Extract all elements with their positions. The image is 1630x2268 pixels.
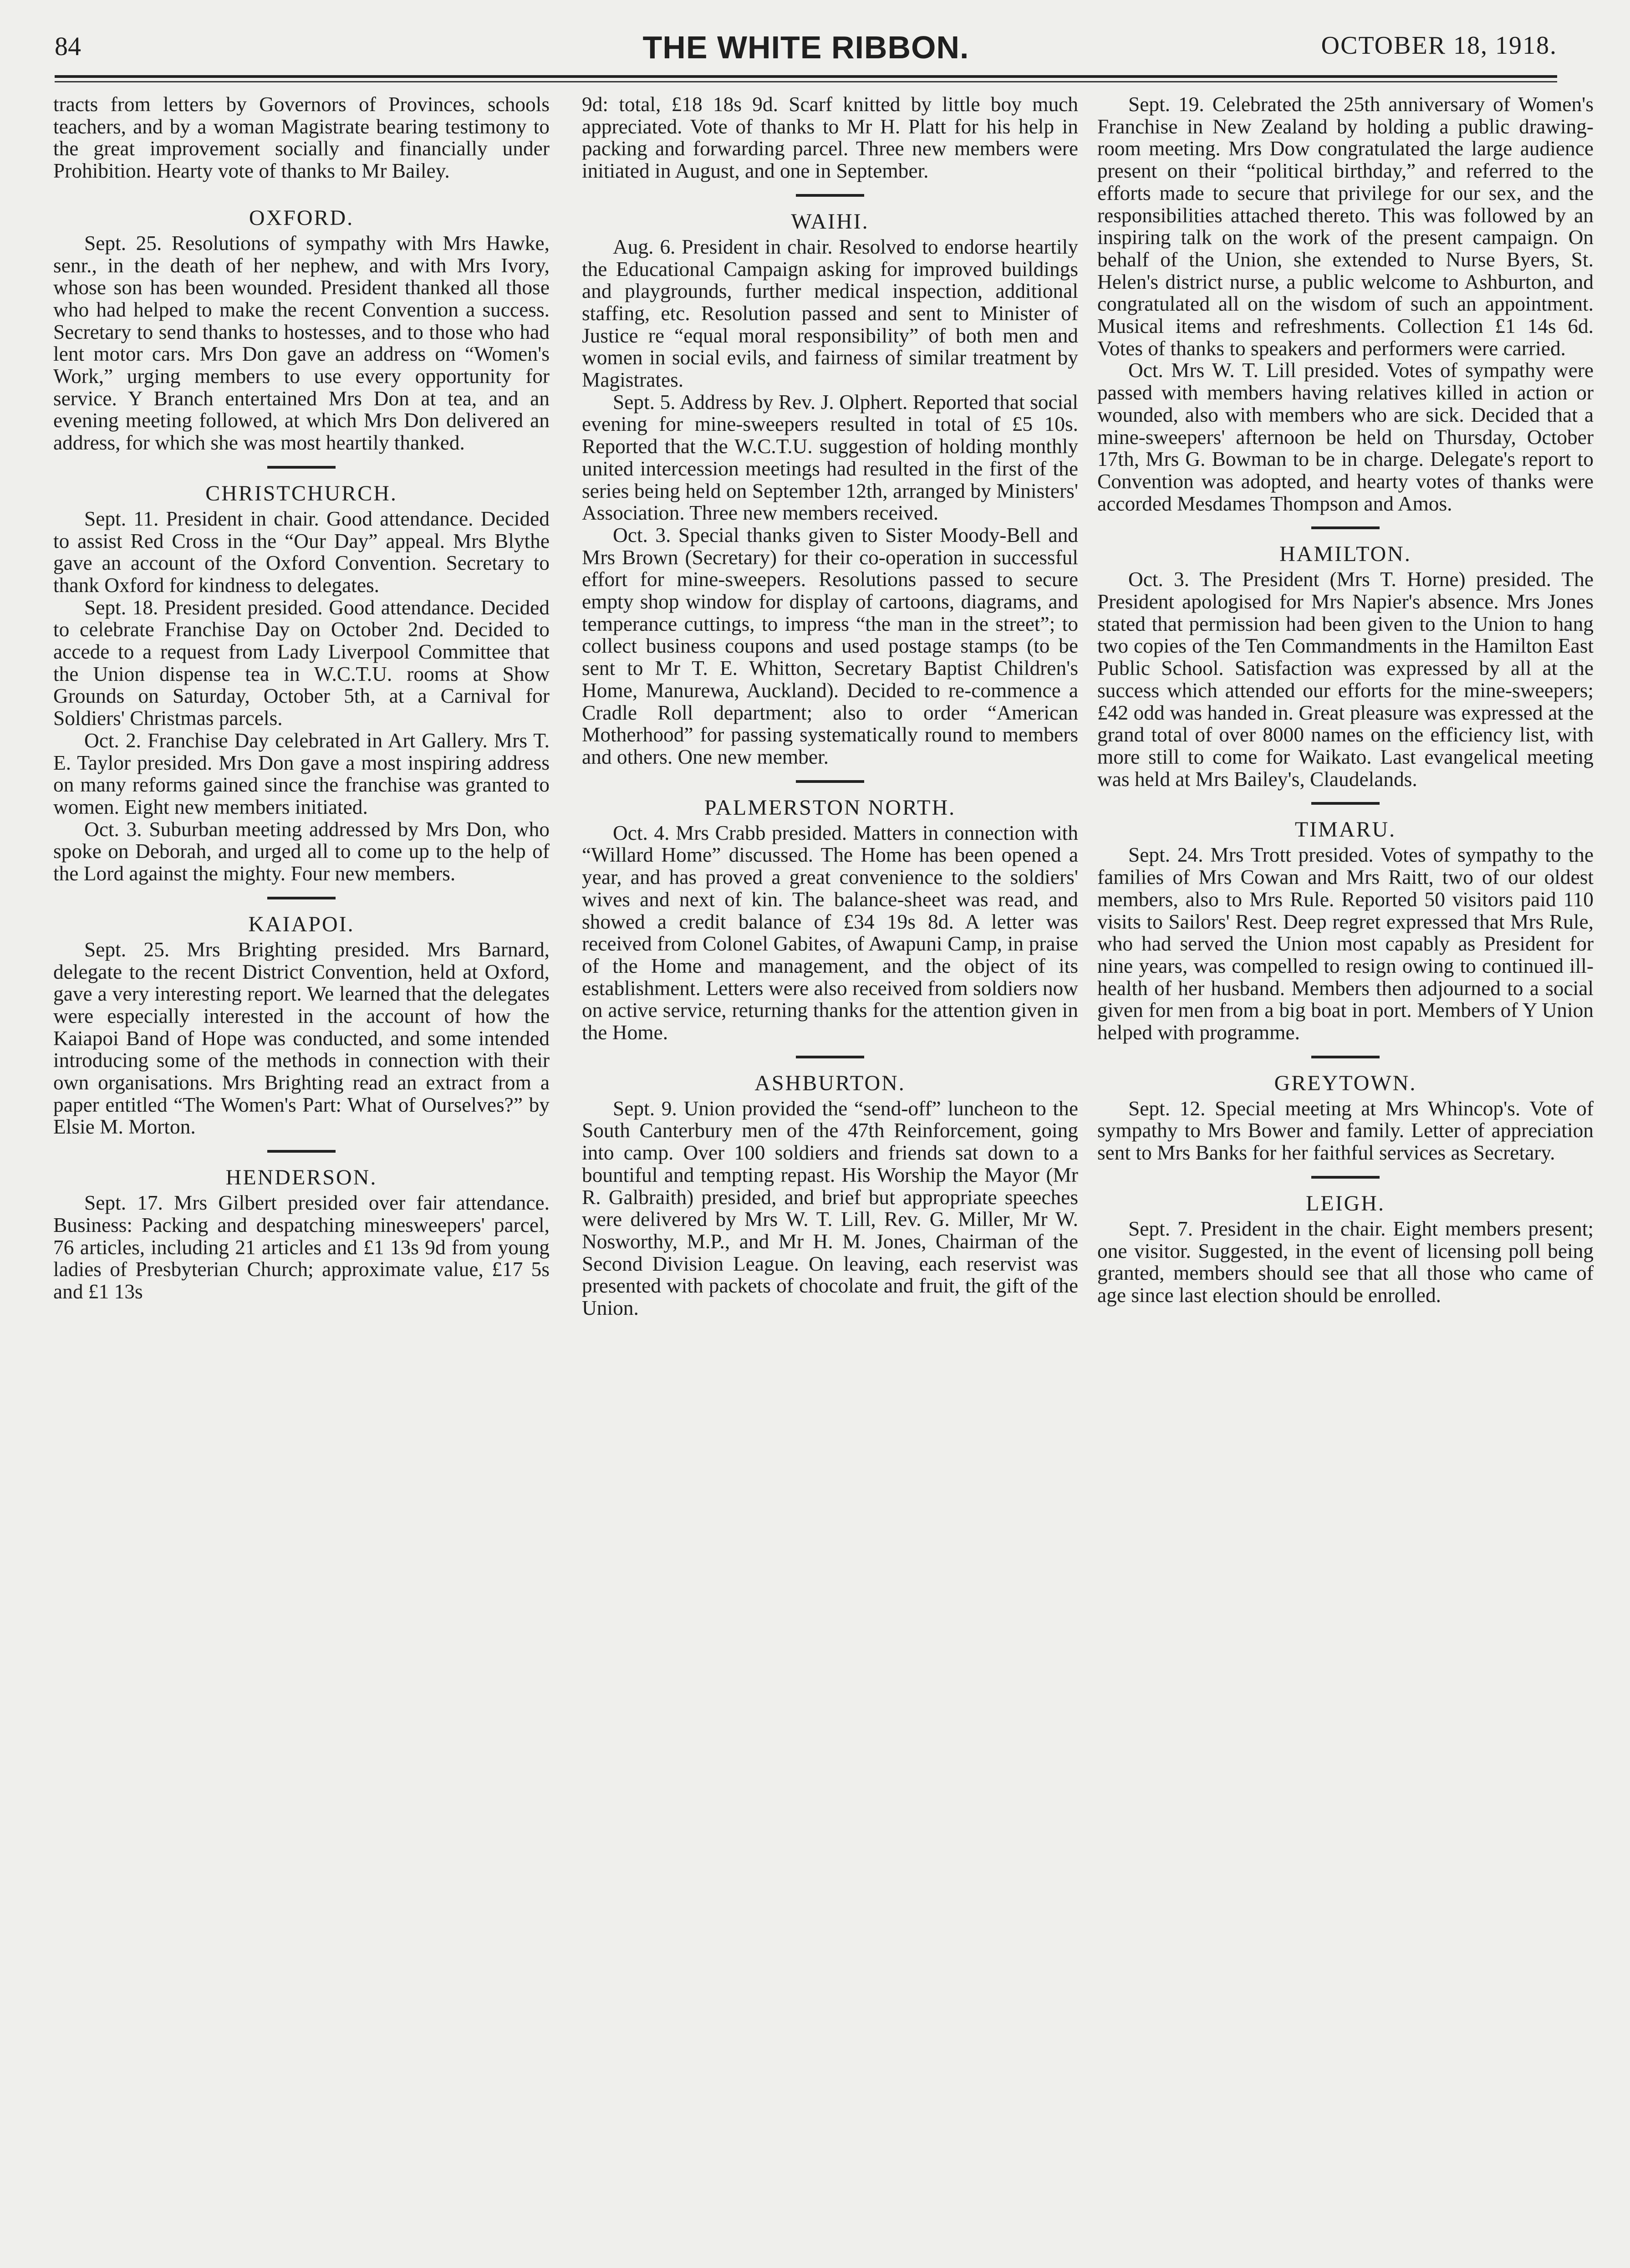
christchurch-paragraph: Oct. 2. Franchise Day celebrated in Art Gallery. Mrs T. E. Taylor presided. Mrs Don gave a most inspiring address on many reforms gained since the franchise was granted to women. Eight new members initiated. (53, 729, 550, 818)
section-divider (1311, 802, 1380, 805)
heading-kaiapoi: KAIAPOI. (248, 912, 355, 936)
col3-intro: Sept. 19. Celebrated the 25th anniversary of Women's Franchise in New Zealand by holding a public drawing-room meeting. Mrs Dow congratulated the large audience present on their “political birthday,” and referred to the efforts made to secure that privilege for our sex, and the responsibilities attached thereto. This was followed by an inspiring talk on the work of the present campaign. On behalf of the Union, she extended to Nurse Byers, St. Helen's district nurse, a public welcome to Ashburton, and congratulated all on the wisdom of such an appointment. Musical items and refreshments. Collection £1 14s 6d. Votes of thanks to speakers and performers were carried. (1097, 93, 1594, 360)
heading-palmerston-north: PALMERSTON NORTH. (704, 795, 956, 820)
heading-christchurch: CHRISTCHURCH. (205, 481, 397, 506)
heading-henderson: HENDERSON. (225, 1165, 377, 1190)
col3-intro-2: Oct. Mrs W. T. Lill presided. Votes of sympathy were passed with members having relatives killed in action or wounded, also with members who are sick. Decided that a mine-sweepers' afternoon be held on Thursday, October 17th, Mrs G. Bowman to be in charge. Delegate's report to Convention was adopted, and hearty votes of thanks were accorded Mesdames Thompson and Amos. (1097, 359, 1594, 515)
waihi-paragraph: Sept. 5. Address by Rev. J. Olphert. Reported that social evening for mine-sweepers resulted in total of £5 10s. Reported that the W.C.T.U. suggestion of holding monthly united intercession meetings had resulted in the first of the series being held on September 12th, arranged by Ministers' Association. Three new members received. (582, 390, 1078, 525)
heading-timaru: TIMARU. (1294, 817, 1396, 842)
heading-waihi: WAIHI. (791, 209, 869, 234)
section-divider (796, 194, 864, 197)
issue-date: OCTOBER 18, 1918. (1321, 31, 1557, 60)
masthead (55, 26, 1557, 81)
oxford-paragraph: Sept. 25. Resolutions of sympathy with Mrs Hawke, senr., in the death of her nephew, and with Mrs Ivory, whose son has been wounded. President thanked all those who had helped to make the recent Convention a success. Secretary to send thanks to hostesses, and to those who had lent motor cars. Mrs Don gave an address on “Women's Work,” urging members to use every opportunity for service. Y Branch entertained Mrs Don at tea, and an evening meeting followed, at which Mrs Don delivered an address, for which she was most heartily thanked. (53, 231, 550, 455)
spacer (53, 182, 550, 202)
section-divider (1311, 1056, 1380, 1058)
column-2 (582, 93, 1078, 1319)
header-rule-thick (55, 75, 1557, 78)
ashburton-paragraph: Sept. 9. Union provided the “send-off” luncheon to the South Canterbury men of the 47th Reinforcement, going into camp. Over 100 soldiers and friends sat down to a bountiful and tempting repast. His Worship the Mayor (Mr R. Galbraith) presided, and brief but appropriate speeches were delivered by Mrs W. T. Lill, Rev. G. Miller, Mr W. Nosworthy, M.P., and Mr H. M. Jones, Chairman of the Second Division League. On leaving, each reservist was presented with packets of chocolate and fruit, the gift of the Union. (582, 1097, 1078, 1320)
heading-greytown: GREYTOWN. (1274, 1071, 1417, 1095)
waihi-paragraph: Aug. 6. President in chair. Resolved to endorse heartily the Educational Campaign asking for improved buildings and playgrounds, further medical inspection, additional staffing, etc. Resolution passed and sent to Minister of Justice re “equal moral responsibility” of both men and women in social evils, and fairness of similar treatment by Magistrates. (582, 235, 1078, 392)
waihi-paragraph: Oct. 3. Special thanks given to Sister Moody-Bell and Mrs Brown (Secretary) for their co-operation in successful effort for mine-sweepers. Resolutions passed to secure empty shop window for display of cartoons, diagrams, and temperance cuttings, to impress “the man in the street”; to collect business coupons and used postage stamps (to be sent to Mr T. E. Whitton, Secretary Baptist Children's Home, Manurewa, Auckland). Decided to re-commence a Cradle Roll department; also to order “American Motherhood” for passing systematically round to members and others. One new member. (582, 523, 1078, 768)
heading-hamilton: HAMILTON. (1279, 542, 1411, 567)
section-divider (796, 780, 864, 783)
greytown-paragraph: Sept. 12. Special meeting at Mrs Whincop's. Vote of sympathy to Mrs Bower and family. Letter of appreciation sent to Mrs Banks for her faithful services as Secretary. (1097, 1097, 1594, 1165)
section-divider (267, 897, 336, 899)
heading-leigh: LEIGH. (1306, 1191, 1385, 1216)
kaiapoi-paragraph: Sept. 25. Mrs Brighting presided. Mrs Barnard, delegate to the recent District Convention, held at Oxford, gave a very interesting report. We learned that the delegates were especially interested in the account of how the Kaiapoi Band of Hope was conducted, and some intended introducing some of the methods in connection with their own organisations. Mrs Brighting read an extract from a paper entitled “The Women's Part: What of Ourselves?” by Elsie M. Morton. (53, 938, 550, 1139)
timaru-paragraph: Sept. 24. Mrs Trott presided. Votes of sympathy to the families of Mrs Cowan and Mrs Raitt, two of our oldest members, also to Mrs Rule. Reported 50 visitors paid 110 visits to Sailors' Rest. Deep regret expressed that Mrs Rule, who had served the Union most capably as President for nine years, was compelled to resign owing to continued ill-health of her husband. Members then adjourned to a social given for men from a big boat in port. Members of Y Union helped with programme. (1097, 843, 1594, 1044)
leigh-paragraph: Sept. 7. President in the chair. Eight members present; one visitor. Suggested, in the event of licensing poll being granted, members should see that all those who came of age since last election should be enrolled. (1097, 1217, 1594, 1307)
section-divider (1311, 526, 1380, 529)
section-divider (267, 466, 336, 469)
col1-intro: tracts from letters by Governors of Provinces, schools teachers, and by a woman Magistrate bearing testimony to the great improvement socially and financially under Prohibition. Hearty vote of thanks to Mr Bailey. (53, 93, 550, 183)
section-divider (1311, 1176, 1380, 1179)
header-rule-thin (55, 81, 1557, 82)
henderson-paragraph: Sept. 17. Mrs Gilbert presided over fair attendance. Business: Packing and despatching minesweepers' parcel, 76 articles, including 21 articles and £1 13s 9d from young ladies of Presbyterian Church; approximate value, £17 5s and £1 13s (53, 1191, 550, 1303)
section-divider (267, 1150, 336, 1153)
column-1 (53, 93, 550, 1303)
christchurch-paragraph: Sept. 18. President presided. Good attendance. Decided to celebrate Franchise Day on October 2nd. Decided to accede to a request from Lady Liverpool Committee that the Union dispense tea in W.C.T.U. rooms at Show Grounds on Saturday, October 5th, at a Carnival for Soldiers' Christmas parcels. (53, 596, 550, 730)
newspaper-title: THE WHITE RIBBON. (642, 30, 969, 65)
christchurch-paragraph: Sept. 11. President in chair. Good attendance. Decided to assist Red Cross in the “Our Day” appeal. Mrs Blythe gave an account of the Oxford Convention. Secretary to thank Oxford for kindness to delegates. (53, 507, 550, 597)
heading-oxford: OXFORD. (249, 205, 354, 230)
hamilton-paragraph: Oct. 3. The President (Mrs T. Horne) presided. The President apologised for Mrs Napier's absence. Mrs Jones stated that permission had been given to the Union to hang two copies of the Ten Commandments in the Hamilton East Public School. Satisfaction was expressed by all at the success which attended our efforts for the mine-sweepers; £42 odd was handed in. Great pleasure was expressed at the grand total of over 8000 names on the efficiency list, with more still to come for Waikato. Last evangelical meeting was held at Mrs Bailey's, Claudelands. (1097, 568, 1594, 791)
section-divider (796, 1056, 864, 1058)
christchurch-paragraph: Oct. 3. Suburban meeting addressed by Mrs Don, who spoke on Deborah, and urged all to come up to the help of the Lord against the mighty. Four new members. (53, 817, 550, 885)
column-3 (1097, 93, 1594, 1307)
heading-ashburton: ASHBURTON. (754, 1071, 906, 1095)
palmerston-paragraph: Oct. 4. Mrs Crabb presided. Matters in connection with “Willard Home” discussed. The Home has been opened a year, and has proved a great convenience to the soldiers' wives and next of kin. The balance-sheet was read, and showed a credit balance of £34 19s 8d. A letter was received from Colonel Gabites, of Awapuni Camp, in praise of the Home and management, and the object of its establishment. Letters were also received from soldiers now on active service, returning thanks for the attention given in the Home. (582, 821, 1078, 1044)
page-number: 84 (55, 31, 81, 61)
col2-intro: 9d: total, £18 18s 9d. Scarf knitted by little boy much appreciated. Vote of thanks to Mr H. Platt for his help in packing and forwarding parcel. Three new members were initiated in August, and one in September. (582, 93, 1078, 183)
